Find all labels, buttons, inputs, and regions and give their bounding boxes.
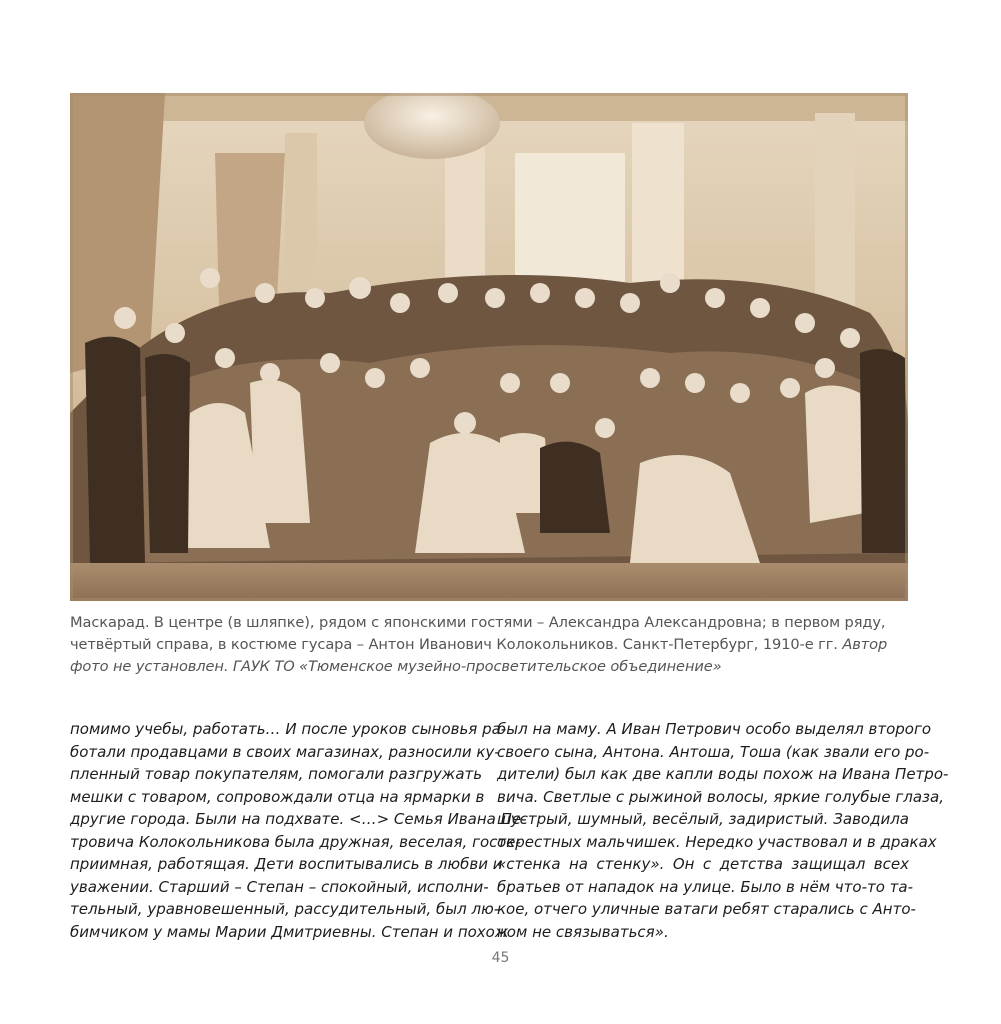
photo-caption — [70, 612, 910, 678]
caption-main: Маскарад. В центре (в шляпке), рядом с японскими гостями – Александра Александровна; в первом ряду, четвёртый справа, в костюме гусара – Антон Иванович Колокольников. Санкт-Петербург, 1910-е гг. — [70, 614, 886, 653]
text-column-right — [497, 718, 949, 943]
text-line: тельный, уравновешенный, рассудительный, был лю- — [70, 900, 500, 918]
text-line: помимо учебы, работать… И после уроков сыновья ра- — [70, 720, 507, 738]
text-column-left — [70, 718, 527, 943]
text-line: шустрый, шумный, весёлый, задиристый. Заводила — [497, 810, 909, 828]
text-line: окрестных мальчишек. Нередко участвовал и в драках — [497, 832, 937, 851]
masquerade-photo — [70, 93, 908, 601]
text-line: приимная, работящая. Дети воспитывались в любви и — [70, 855, 503, 873]
photo-illustration — [70, 93, 908, 601]
text-line: был на маму. А Иван Петрович особо выделял второго — [497, 720, 932, 738]
text-line: своего сына, Антона. Антоша, Тоша (как звали его ро- — [497, 742, 930, 761]
text-line: вича. Светлые с рыжиной волосы, яркие голубые глаза, — [497, 787, 944, 806]
page-number: 45 — [491, 950, 510, 966]
text-line: тровича Колокольникова была дружная, веселая, госте- — [70, 832, 521, 851]
text-line: братьев от нападок на улице. Было в нём что-то та- — [497, 877, 914, 896]
text-line: уважении. Старший – Степан – спокойный, исполни- — [70, 877, 489, 896]
text-line: мешки с товаром, сопровождали отца на ярмарки в — [70, 787, 485, 806]
text-line: ном не связываться». — [497, 922, 669, 941]
text-line: другие города. Были на подхвате. <…> Семья Ивана Пе- — [70, 810, 527, 828]
caption-credit: Автор фото не установлен. ГАУК ТО «Тюменское музейно-просветительское объединение» — [70, 636, 888, 675]
text-line: «стенка на стенку». Он с детства защищал всех — [497, 855, 909, 873]
text-line: пленный товар покупателям, помогали разгружать — [70, 765, 483, 783]
text-line: дители) был как две капли воды похож на Ивана Петро- — [497, 765, 949, 783]
text-line: кое, отчего уличные ватаги ребят старались с Анто- — [497, 900, 916, 918]
text-line: ботали продавцами в своих магазинах, разносили ку- — [70, 742, 500, 761]
text-line: бимчиком у мамы Марии Дмитриевны. Степан и похож — [70, 922, 509, 941]
